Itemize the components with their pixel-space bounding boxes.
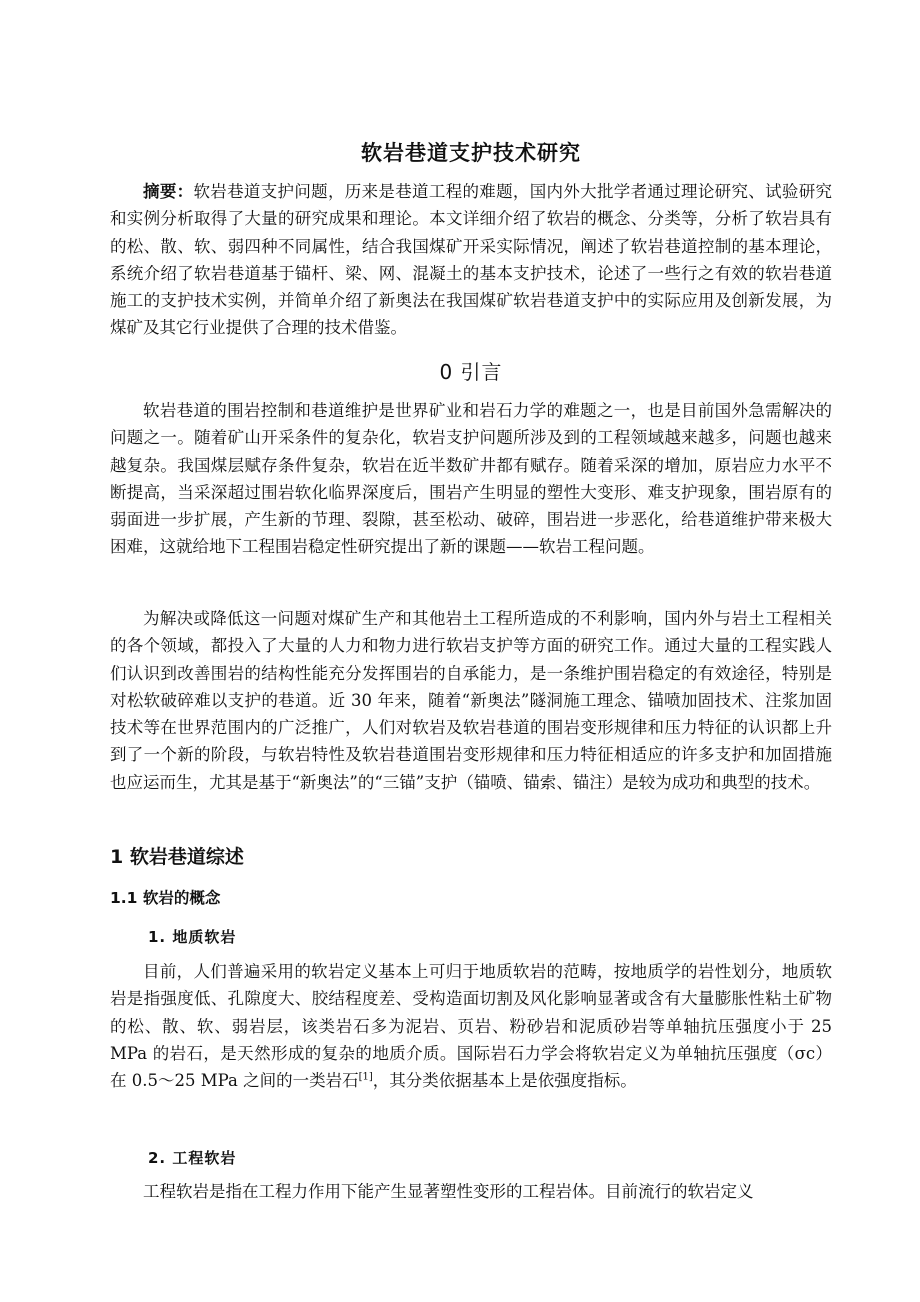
- section-1-1-heading: 1.1 软岩的概念: [110, 889, 221, 907]
- geological-soft-rock-text: 目前，人们普遍采用的软岩定义基本上可归于地质软岩的范畴，按地质学的岩性划分，地质软岩是指强度低、孔隙度大、胶结程度差、受构造面切割及风化影响显著或含有大量膨胀性粘土矿物的松、散、软、弱岩层，该类岩石多为泥岩、页岩、粉砂岩和泥质砂岩等单轴抗压强度小于 25 MPa 的岩石，是天然形成的复杂的地质介质。国际岩石力学会将软岩定义为单轴抗压强度（σc）在 0.5～25 MPa 之间的一类岩石: [110, 962, 832, 1091]
- geological-soft-rock-heading: 1. 地质软岩: [148, 928, 237, 946]
- intro-paragraph-1: 软岩巷道的围岩控制和巷道维护是世界矿业和岩石力学的难题之一，也是目前国外急需解决的问题之一。随着矿山开采条件的复杂化，软岩支护问题所涉及到的工程领域越来越多，问题也越来越复杂。我国煤层赋存条件复杂，软岩在近半数矿井都有赋存。随着采深的增加，原岩应力水平不断提高，当采深超过围岩软化临界深度后，围岩产生明显的塑性大变形、难支护现象，围岩原有的弱面进一步扩展，产生新的节理、裂隙，甚至松动、破碎，围岩进一步恶化，给巷道维护带来极大困难，这就给地下工程围岩稳定性研究提出了新的课题——软岩工程问题。: [110, 401, 832, 557]
- document-title: 软岩巷道支护技术研究: [361, 141, 581, 165]
- abstract-label: 摘要：: [143, 182, 194, 201]
- engineering-soft-rock-paragraph: 工程软岩是指在工程力作用下能产生显著塑性变形的工程岩体。目前流行的软岩定义: [143, 1182, 754, 1201]
- intro-heading: 0 引言: [439, 360, 503, 384]
- citation-ref: [1]: [358, 1071, 373, 1083]
- abstract-paragraph: [110, 178, 832, 342]
- geological-soft-rock-paragraph: [110, 958, 832, 1094]
- intro-paragraph-2: 为解决或降低这一问题对煤矿生产和其他岩土工程所造成的不利影响，国内外与岩土工程相关的各个领域，都投入了大量的人力和物力进行软岩支护等方面的研究工作。通过大量的工程实践人们认识到改善围岩的结构性能充分发挥围岩的自承能力，是一条维护围岩稳定的有效途径，特别是对松软破碎难以支护的巷道。近 30 年来，随着“新奥法”隧洞施工理念、锚喷加固技术、注浆加固技术等在世界范围内的广泛推广，人们对软岩及软岩巷道的围岩变形规律和压力特征的认识都上升到了一个新的阶段，与软岩特性及软岩巷道围岩变形规律和压力特征相适应的许多支护和加固措施也应运而生，尤其是基于“新奥法”的“三锚”支护（锚喷、锚索、锚注）是较为成功和典型的技术。: [110, 609, 832, 792]
- abstract-text: 软岩巷道支护问题，历来是巷道工程的难题，国内外大批学者通过理论研究、试验研究和实例分析取得了大量的研究成果和理论。本文详细介绍了软岩的概念、分类等，分析了软岩具有的松、散、软、弱四种不同属性，结合我国煤矿开采实际情况，阐述了软岩巷道控制的基本理论，系统介绍了软岩巷道基于锚杆、梁、网、混凝土的基本支护技术，论述了一些行之有效的软岩巷道施工的支护技术实例，并简单介绍了新奥法在我国煤矿软岩巷道支护中的实际应用及创新发展，为煤矿及其它行业提供了合理的技术借鉴。: [110, 182, 832, 338]
- geological-soft-rock-text-end: ，其分类依据基本上是依强度指标。: [372, 1071, 637, 1091]
- engineering-soft-rock-heading: 2. 工程软岩: [148, 1149, 237, 1167]
- section-1-heading: 1 软岩巷道综述: [110, 846, 244, 868]
